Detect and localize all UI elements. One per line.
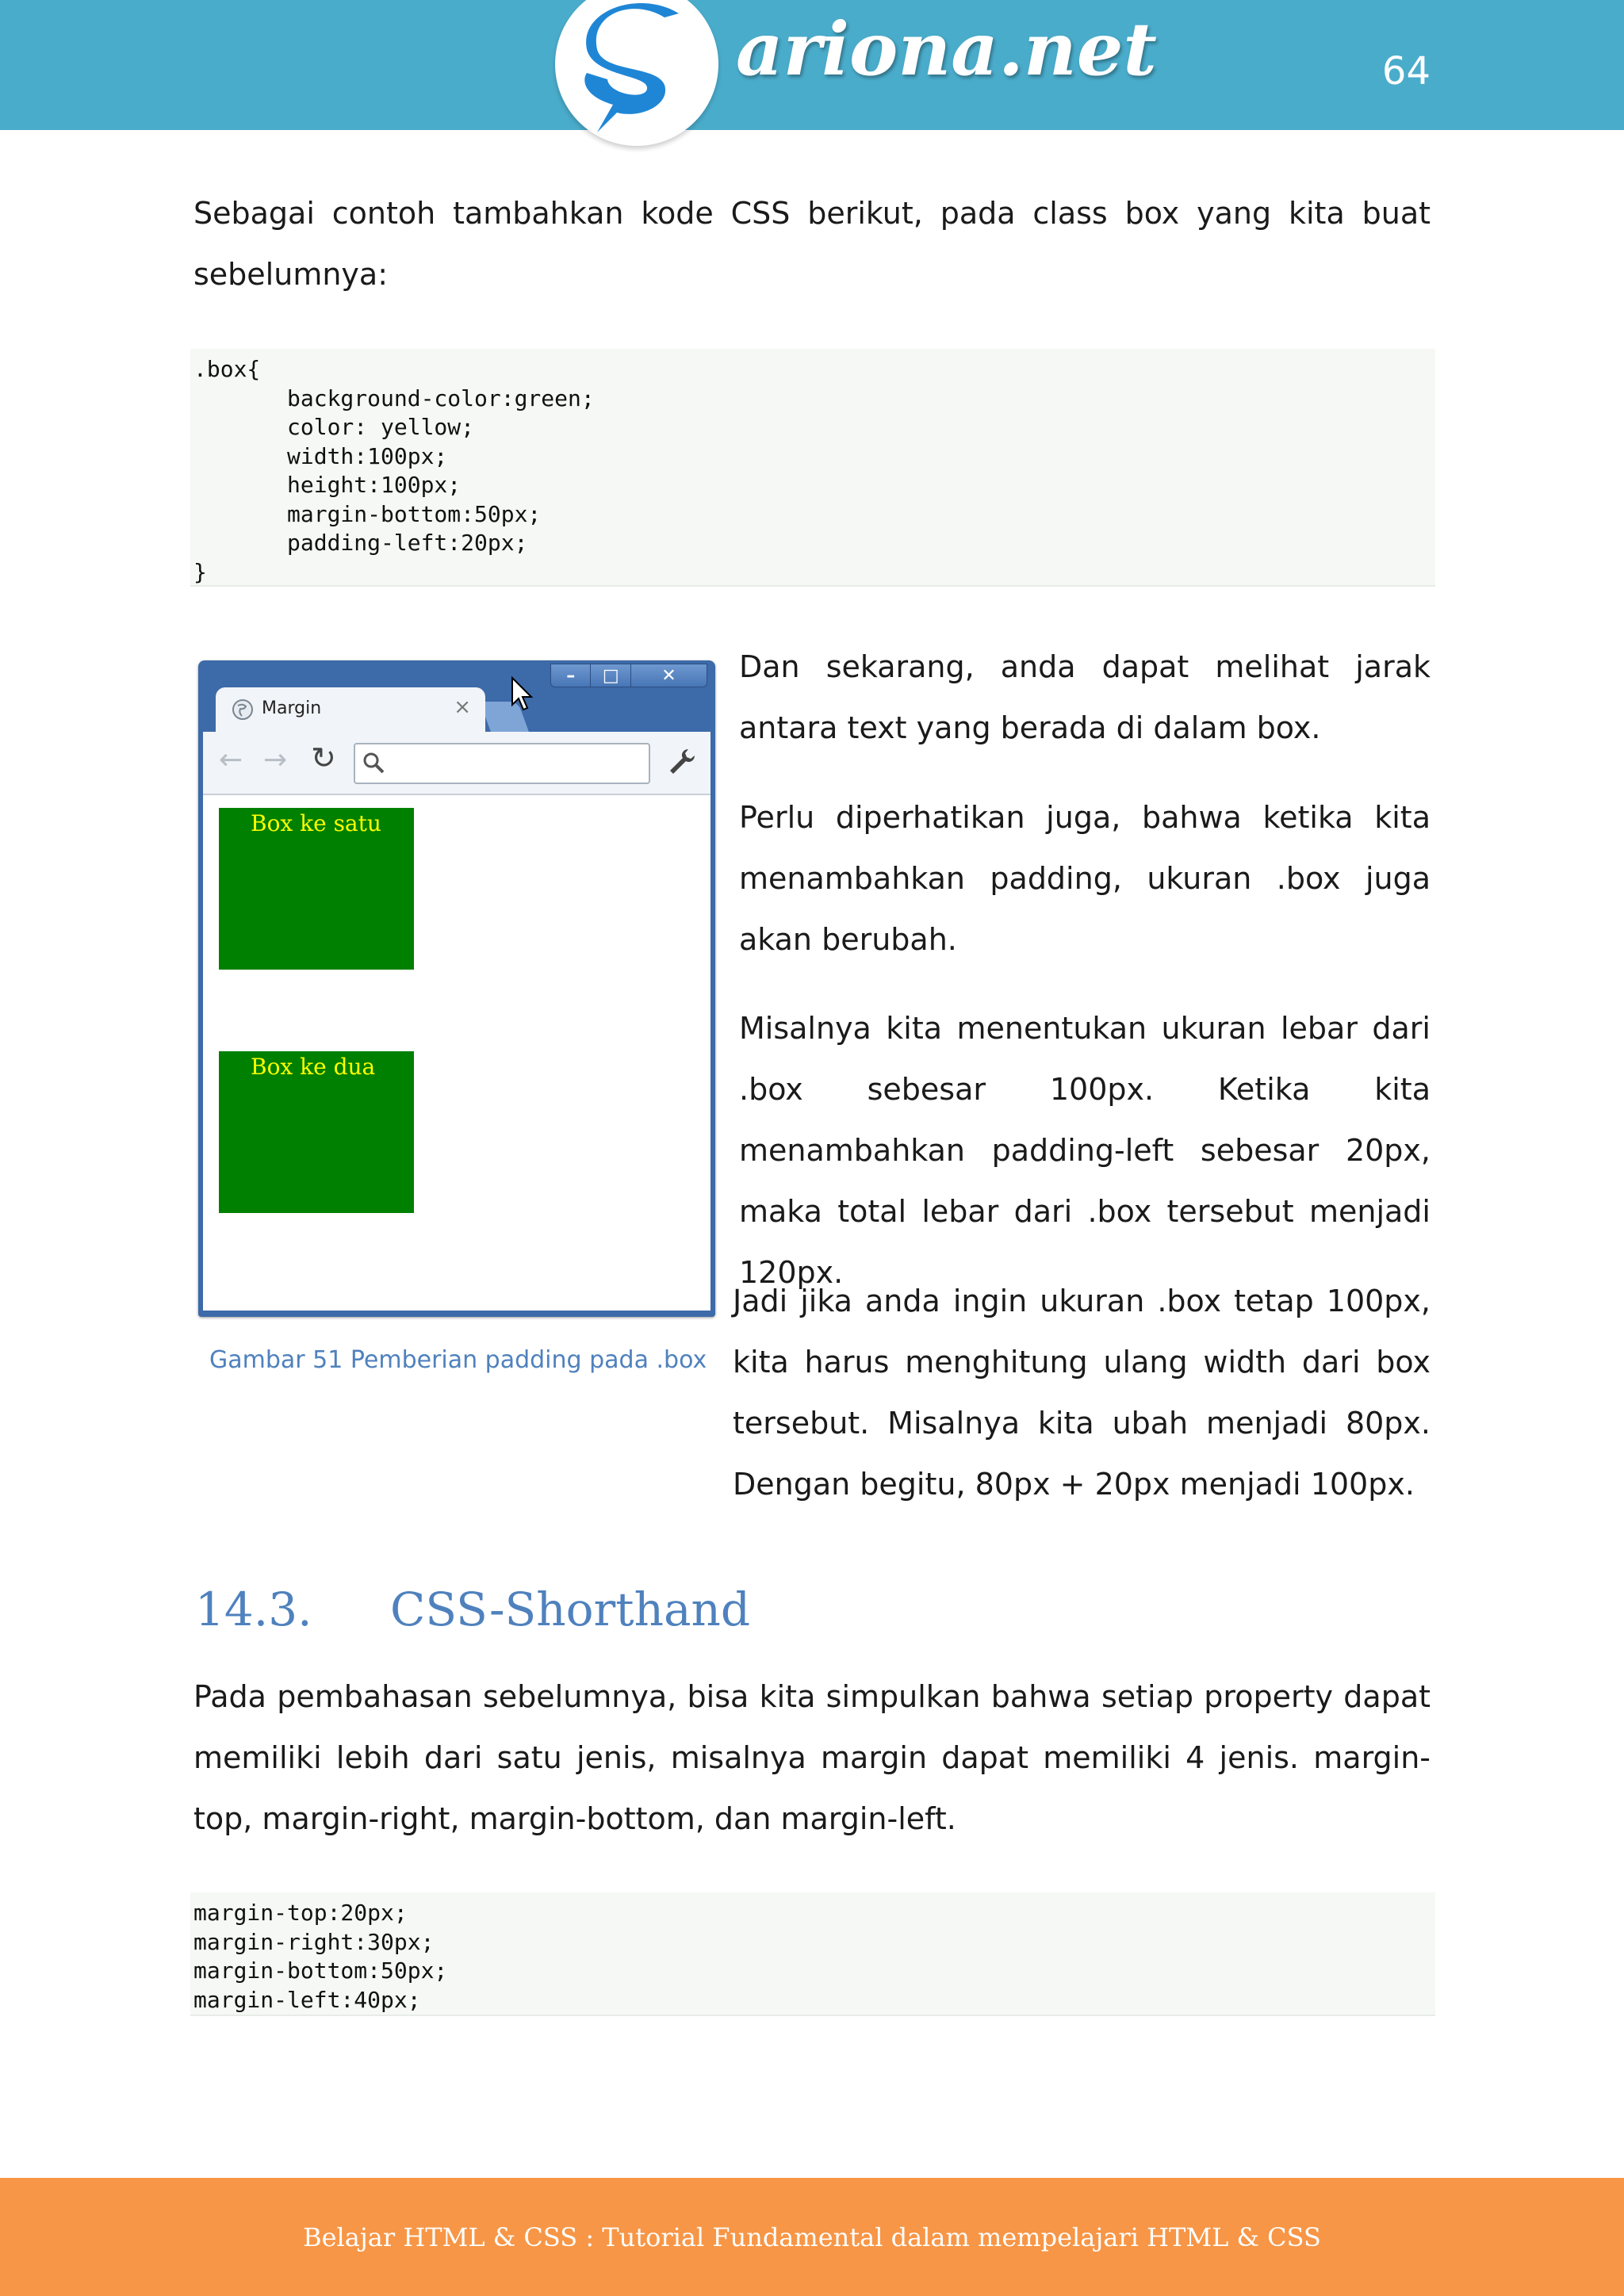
wrench-icon — [666, 746, 698, 778]
section-paragraph: Pada pembahasan sebelumnya, bisa kita simpulkan bahwa setiap property dapat memiliki lebih dari satu jenis, misalnya margin dapat memiliki 4 jenis. margin-top, margin-right, margin-bottom, dan margin-left. — [193, 1679, 1431, 1836]
box-two-label: Box ke dua — [251, 1054, 376, 1080]
back-arrow-icon: ← — [219, 744, 243, 776]
browser-tab — [216, 687, 485, 732]
minimize-icon: – — [551, 664, 591, 687]
css-code-block: .box{ background-color:green; color: yellow; width:100px; height:100px; margin-bottom:50px; padding-left:20px; } — [190, 349, 1435, 587]
search-icon — [362, 751, 385, 775]
side-paragraph-2: Perlu diperhatikan juga, bahwa ketika kita menambahkan padding, ukuran .box juga akan berubah. — [739, 800, 1431, 957]
site-logo — [555, 0, 1157, 147]
margin-code-block: margin-top:20px; margin-right:30px; margin-bottom:50px; margin-left:40px; — [190, 1892, 1435, 2016]
speech-bubble-s-icon — [569, 0, 704, 136]
forward-arrow-icon: → — [263, 744, 288, 776]
page-footer — [0, 2178, 1624, 2296]
address-bar — [354, 743, 650, 784]
intro-paragraph: Sebagai contoh tambahkan kode CSS berikut, pada class box yang kita buat sebelumnya: — [193, 196, 1431, 292]
mouse-cursor-icon — [511, 676, 534, 713]
globe-icon — [232, 698, 254, 721]
page-header — [0, 0, 1624, 130]
side-paragraph-4: Jadi jika anda ingin ukuran .box tetap 100px, kita harus menghitung ulang width dari box tersebut. Misalnya kita ubah menjadi 80px. Dengan begitu, 80px + 20px menjadi 100px. — [733, 1284, 1431, 1502]
footer-text: Belajar HTML & CSS : Tutorial Fundamental dalam mempelajari HTML & CSS — [303, 2221, 1321, 2252]
side-paragraph-3: Misalnya kita menentukan ukuran lebar dari .box sebesar 100px. Ketika kita menambahkan padding-left sebesar 20px, maka total lebar dari .box tersebut menjadi 120px. — [739, 1011, 1431, 1290]
browser-viewport — [203, 795, 710, 1311]
figure-caption: Gambar 51 Pemberian padding pada .box — [209, 1346, 707, 1374]
section-title: CSS-Shorthand — [390, 1582, 751, 1636]
tab-title: Margin — [262, 698, 322, 718]
green-box-one — [219, 808, 414, 970]
logo-wordmark: ariona.net — [736, 6, 1157, 92]
tab-close-icon: × — [454, 695, 471, 719]
box-one-label: Box ke satu — [251, 810, 381, 836]
section-heading — [195, 1582, 750, 1636]
page-number: 64 — [1381, 49, 1431, 94]
side-paragraph-1: Dan sekarang, anda dapat melihat jarak antara text yang berada di dalam box. — [739, 649, 1431, 745]
close-window-icon: ✕ — [631, 664, 707, 687]
browser-window-screenshot — [198, 660, 715, 1317]
reload-icon: ↻ — [311, 740, 336, 775]
section-number: 14.3. — [195, 1582, 312, 1636]
maximize-icon: □ — [591, 664, 630, 687]
green-box-two — [219, 1051, 414, 1213]
window-controls — [550, 664, 707, 687]
browser-toolbar — [203, 732, 710, 795]
